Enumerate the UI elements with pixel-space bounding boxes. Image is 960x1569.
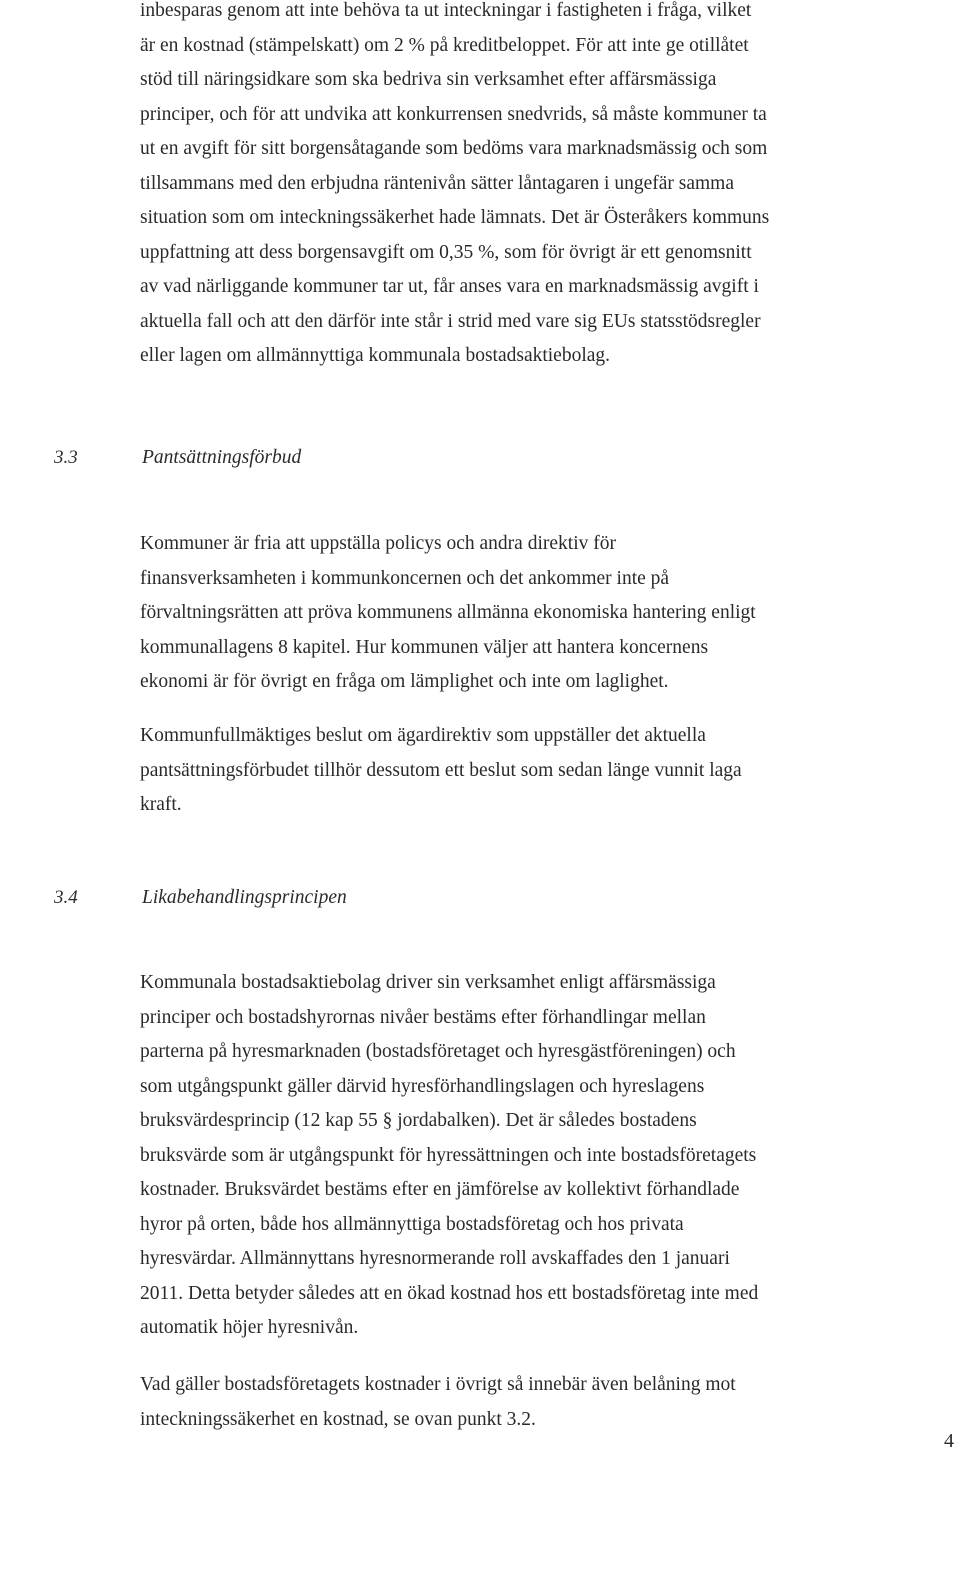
text-line: Kommuner är fria att uppställa policys och andra direktiv för xyxy=(140,533,616,554)
text-line: är en kostnad (stämpelskatt) om 2 % på kreditbeloppet. För att inte ge otillåtet xyxy=(140,34,749,56)
text-line: parterna på hyresmarknaden (bostadsföretaget och hyresgästföreningen) och xyxy=(140,1041,736,1062)
text-line: tillsammans med den erbjudna räntenivån sätter låntagaren i ungefär samma xyxy=(140,172,734,194)
text-line: principer och bostadshyrornas nivåer bestäms efter förhandlingar mellan xyxy=(140,1006,706,1028)
text-line: av vad närliggande kommuner tar ut, får anses vara en marknadsmässig avgift i xyxy=(140,276,759,297)
text-line: automatik höjer hyresnivån. xyxy=(140,1317,359,1338)
section-3-4-paragraph-1 xyxy=(140,966,930,1346)
text-line: bruksvärde som är utgångspunkt för hyressättningen och inte bostadsföretagets xyxy=(140,1144,757,1166)
text-line: ekonomi är för övrigt en fråga om lämplighet och inte om laglighet. xyxy=(140,671,669,692)
text-line: principer, och för att undvika att konkurrensen snedvrids, så måste kommuner ta xyxy=(140,103,767,125)
text-line: eller lagen om allmännyttiga kommunala bostadsaktiebolag. xyxy=(140,345,611,366)
text-line: aktuella fall och att den därför inte står i strid med vare sig EUs statsstödsregler xyxy=(140,310,761,332)
section-3-3-paragraph-2 xyxy=(140,719,930,823)
text-line: stöd till näringsidkare som ska bedriva sin verksamhet efter affärsmässiga xyxy=(140,69,717,90)
text-line: 2011. Detta betyder således att en ökad kostnad hos ett bostadsföretag inte med xyxy=(140,1282,759,1304)
text-line: hyresvärdar. Allmännyttans hyresnormerande roll avskaffades den 1 januari xyxy=(140,1248,730,1269)
text-line: finansverksamheten i kommunkoncernen och det ankommer inte på xyxy=(140,567,670,589)
text-line: Vad gäller bostadsföretagets kostnader i övrigt så innebär även belåning mot xyxy=(140,1374,736,1395)
section-heading-likabehandlingsprincipen: Likabehandlingsprincipen xyxy=(142,887,347,908)
text-line: kostnader. Bruksvärdet bestäms efter en jämförelse av kollektivt förhandlade xyxy=(140,1179,740,1200)
text-line: pantsättningsförbudet tillhör dessutom ett beslut som sedan länge vunnit laga xyxy=(140,759,742,781)
text-line: bruksvärdesprincip (12 kap 55 § jordabalken). Det är således bostadens xyxy=(140,1110,697,1131)
text-line: uppfattning att dess borgensavgift om 0,35 %, som för övrigt är ett genomsnitt xyxy=(140,241,752,263)
intro-paragraph xyxy=(140,0,930,374)
text-line: kommunallagens 8 kapitel. Hur kommunen väljer att hantera koncernens xyxy=(140,636,709,658)
section-number-3-4: 3.4 xyxy=(54,887,78,908)
section-heading-pantsattningsforbud: Pantsättningsförbud xyxy=(142,447,302,468)
text-line: inteckningssäkerhet en kostnad, se ovan punkt 3.2. xyxy=(140,1408,536,1430)
text-line: Kommunala bostadsaktiebolag driver sin verksamhet enligt affärsmässiga xyxy=(140,972,716,993)
section-3-4-paragraph-2 xyxy=(140,1368,930,1437)
text-line: ut en avgift för sitt borgensåtagande som bedöms vara marknadsmässig och som xyxy=(140,138,768,159)
text-line: kraft. xyxy=(140,794,182,815)
text-line: hyror på orten, både hos allmännyttiga bostadsföretag och hos privata xyxy=(140,1213,684,1235)
text-line: som utgångspunkt gäller därvid hyresförhandlingslagen och hyreslagens xyxy=(140,1075,705,1097)
section-number-3-3: 3.3 xyxy=(54,447,78,468)
page-number: 4 xyxy=(944,1430,954,1452)
text-line: inbesparas genom att inte behöva ta ut inteckningar i fastigheten i fråga, vilket xyxy=(140,0,752,21)
section-3-3-paragraph-1 xyxy=(140,527,930,700)
text-line: Kommunfullmäktiges beslut om ägardirektiv som uppställer det aktuella xyxy=(140,725,706,746)
text-line: förvaltningsrätten att pröva kommunens allmänna ekonomiska hantering enligt xyxy=(140,602,756,623)
text-line: situation som om inteckningssäkerhet hade lämnats. Det är Österåkers kommuns xyxy=(140,207,770,228)
